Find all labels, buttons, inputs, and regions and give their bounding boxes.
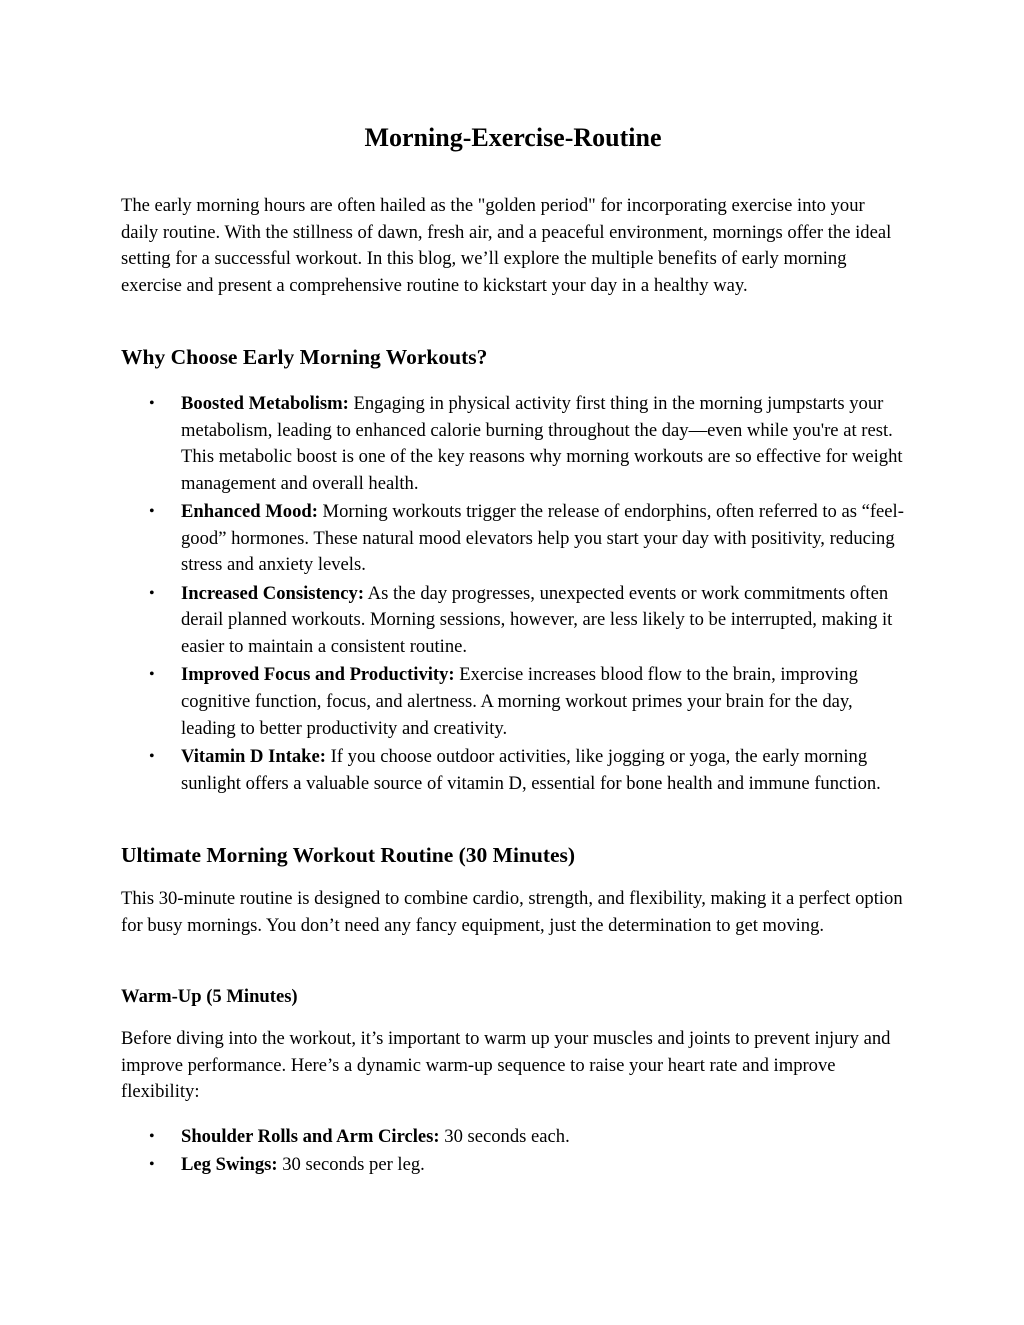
list-item — [121, 499, 905, 579]
item-label: Shoulder Rolls and Arm Circles: — [181, 1126, 440, 1147]
item-text: If you choose outdoor activities, like jogging or yoga, the early morning sunlight offers a valuable source of vitamin D, essential for bone health and immune function. — [181, 745, 881, 794]
item-text: Morning workouts trigger the release of endorphins, often referred to as “feel-good” hormones. These natural mood elevators help you start your day with positivity, reducing stress and anxiety levels. — [181, 501, 904, 576]
routine-paragraph: This 30-minute routine is designed to combine cardio, strength, and flexibility, making it a perfect option for busy mornings. You don’t need any fancy equipment, just the determination to get moving. — [121, 888, 903, 936]
item-label: Enhanced Mood: — [181, 501, 318, 523]
bullet-icon: • — [149, 1156, 155, 1174]
bullet-icon: • — [149, 584, 155, 602]
item-text: 30 seconds each. — [439, 1126, 570, 1147]
page-title: Morning-Exercise-Routine — [364, 123, 662, 152]
benefits-list — [121, 391, 905, 799]
list-item — [121, 1152, 905, 1179]
bullet-icon: • — [149, 1128, 155, 1145]
item-label: Increased Consistency: — [181, 582, 365, 604]
warmup-paragraph: Before diving into the workout, it’s important to warm up your muscles and joints to prevent injury and improve performance. Here’s a dynamic warm-up sequence to raise your heart rate and improve flexibility: — [121, 1028, 891, 1103]
section-heading-workout-routine: Ultimate Morning Workout Routine (30 Minutes) — [121, 843, 576, 867]
list-item — [121, 391, 905, 497]
item-label: Leg Swings: — [181, 1154, 278, 1176]
bullet-icon: • — [149, 395, 155, 412]
item-text: As the day progresses, unexpected events or work commitments often derail planned workouts. Morning sessions, however, are less likely to be interrupted, making it easier to maintain a consistent routine. — [181, 582, 893, 657]
item-label: Vitamin D Intake: — [181, 745, 326, 767]
subsection-heading-warmup: Warm-Up (5 Minutes) — [121, 986, 298, 1007]
section-heading-why-morning: Why Choose Early Morning Workouts? — [121, 345, 488, 369]
list-item — [121, 744, 905, 797]
bullet-icon: • — [149, 747, 155, 765]
list-item — [121, 581, 905, 661]
item-label: Improved Focus and Productivity: — [181, 664, 455, 686]
list-item — [121, 662, 905, 742]
item-text: Engaging in physical activity first thing in the morning jumpstarts your metabolism, leading to enhanced calorie burning throughout the day—even while you're at rest. This metabolic boost is one of the key reasons why morning workouts are so effective for weight management and overall health. — [181, 393, 903, 494]
intro-paragraph: The early morning hours are often hailed as the "golden period" for incorporating exercise into your daily routine. With the stillness of dawn, fresh air, and a peaceful environment, mornings offer the ideal setting for a successful workout. In this blog, we’ll explore the multiple benefits of early morning exercise and present a comprehensive routine to kickstart your day in a healthy way. — [121, 195, 892, 296]
item-text: 30 seconds per leg. — [277, 1154, 425, 1176]
item-label: Boosted Metabolism: — [181, 393, 349, 414]
list-item — [121, 1124, 905, 1151]
bullet-icon: • — [149, 503, 155, 521]
bullet-icon: • — [149, 666, 155, 684]
item-text: Exercise increases blood flow to the brain, improving cognitive function, focus, and alertness. A morning workout primes your brain for the day, leading to better productivity and creativity. — [181, 664, 858, 739]
warmup-list — [121, 1124, 905, 1181]
